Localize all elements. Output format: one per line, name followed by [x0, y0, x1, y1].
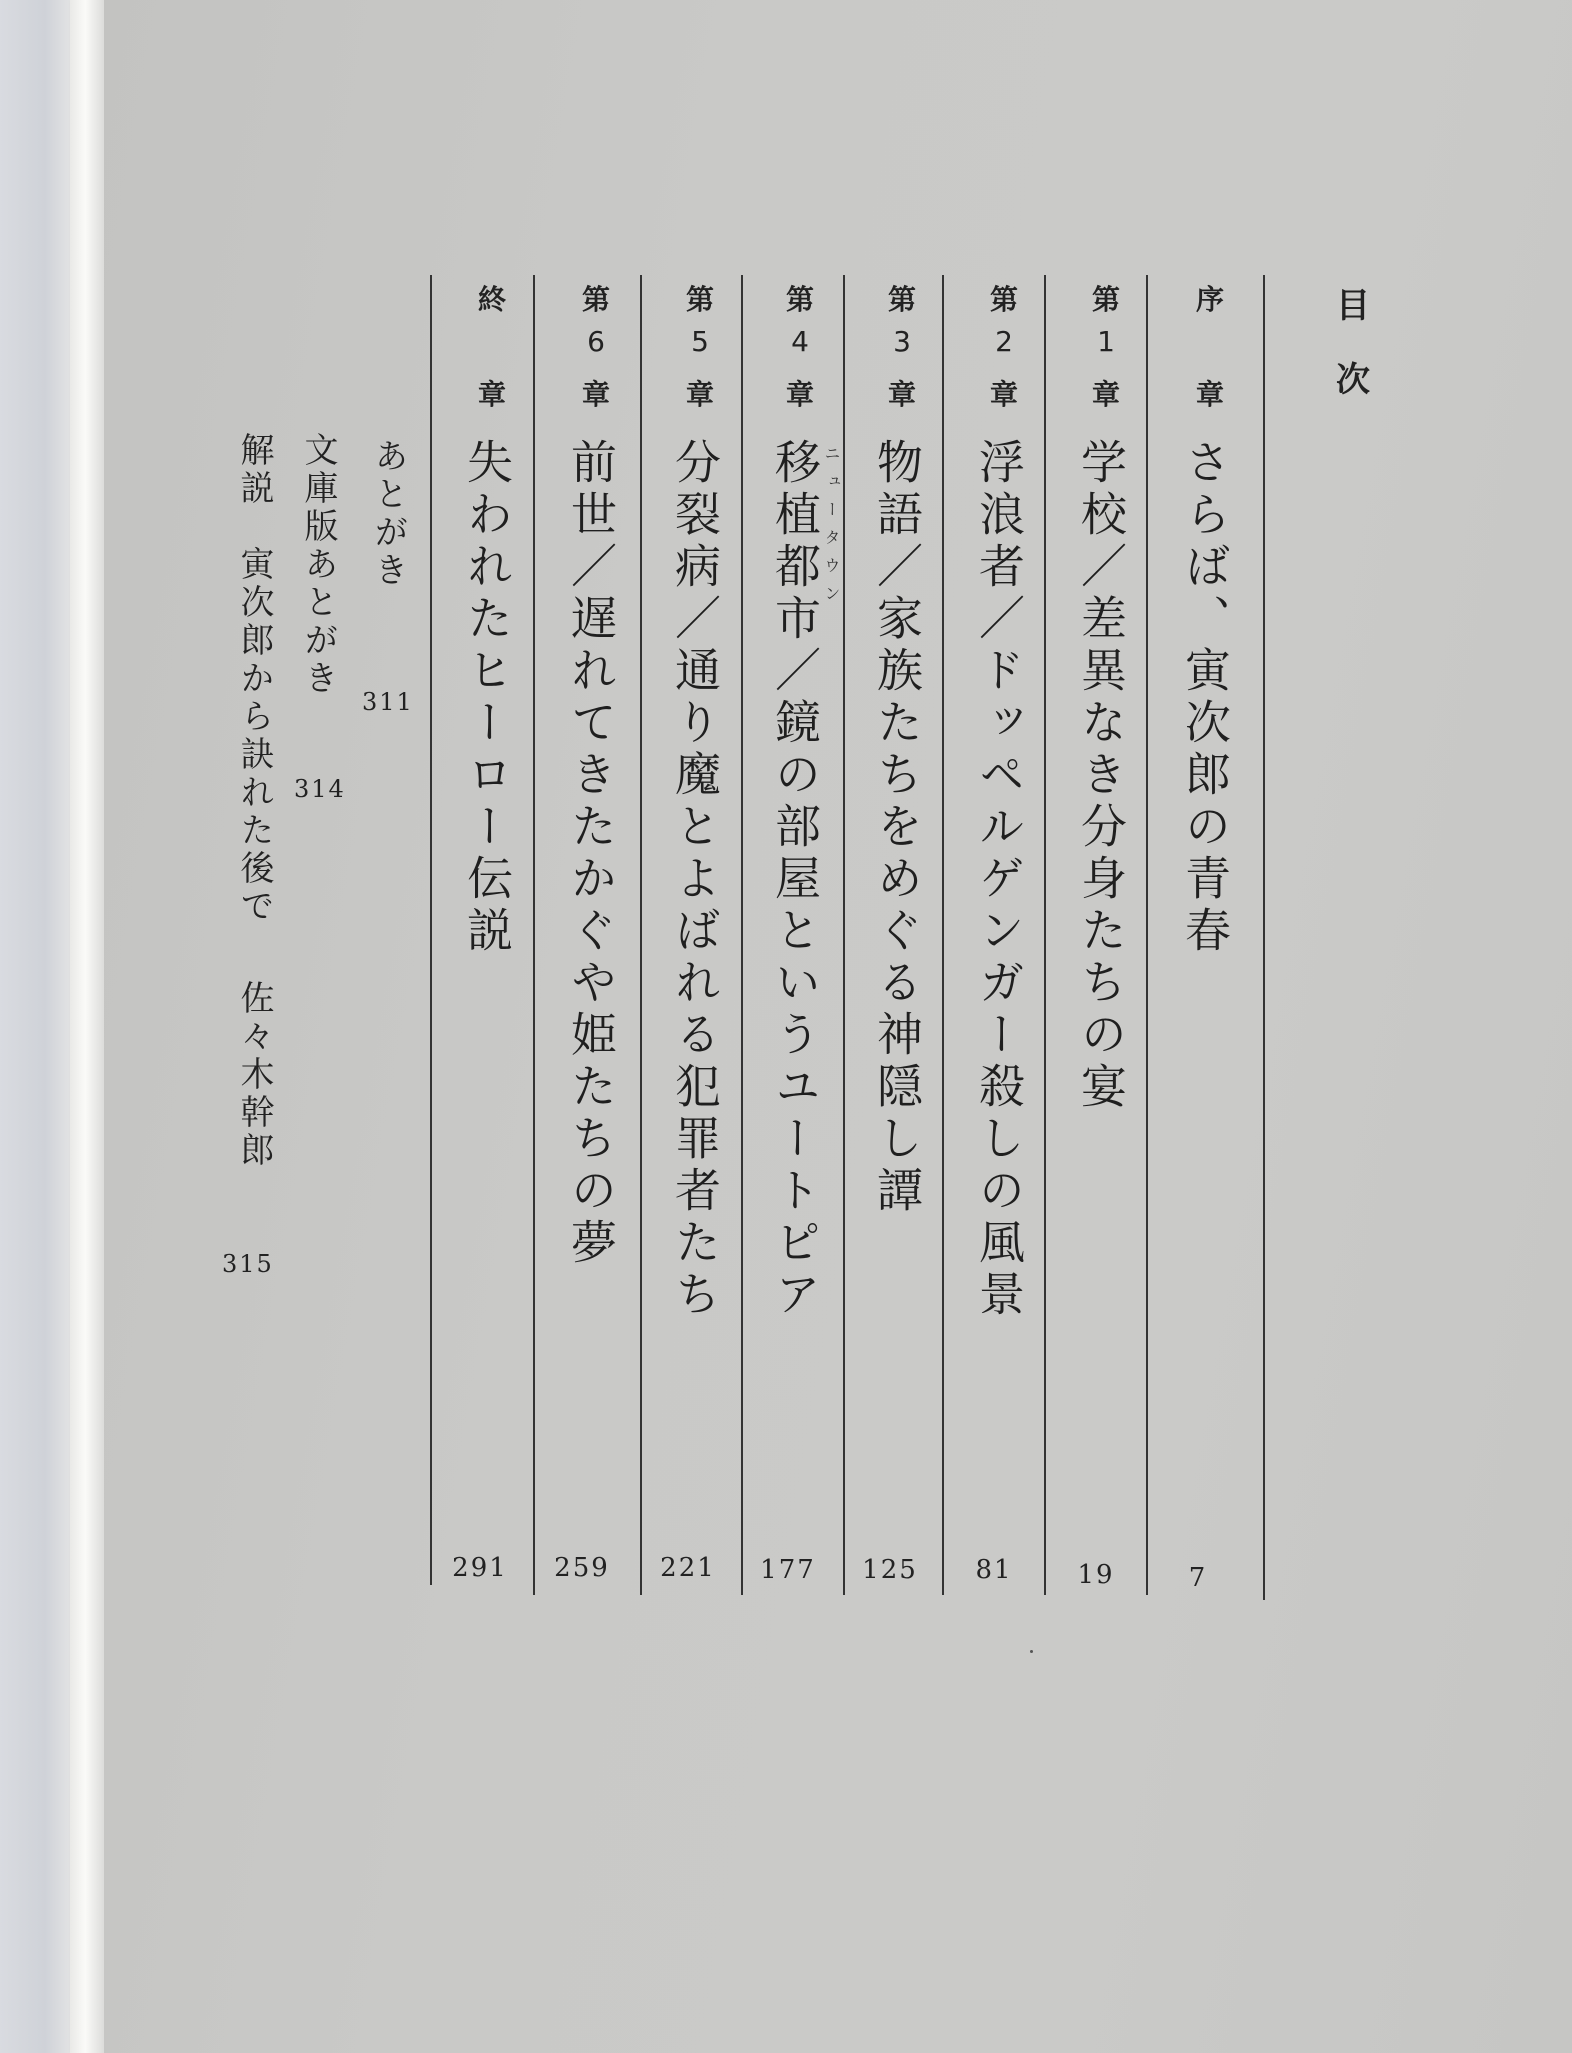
chapter-title: 前世／遅れてきたかぐや姫たちの夢: [564, 438, 618, 1270]
toc-rule: [1263, 275, 1265, 1600]
toc-rule: [1044, 275, 1046, 1595]
page-number: 7: [1188, 1563, 1208, 1593]
page-number: 177: [760, 1555, 816, 1585]
page-number: 221: [660, 1553, 716, 1583]
page-number: 314: [294, 775, 346, 803]
chapter-label-char: 序: [1195, 283, 1224, 316]
chapter-number: 6: [587, 325, 605, 358]
toc-title-char-1: 目: [1336, 286, 1370, 326]
toc-title-char-2: 次: [1336, 360, 1370, 400]
toc-rule: [741, 275, 743, 1595]
chapter-title: 浮浪者／ドッペルゲンガー殺しの風景: [972, 438, 1026, 1322]
toc-rule: [942, 275, 944, 1595]
chapter-label-char: 第: [785, 283, 814, 316]
chapter-label-char: 章: [685, 378, 714, 411]
chapter-number: 4: [791, 325, 809, 358]
chapter-label-char: 章: [477, 378, 506, 411]
commentary-author: 佐々木幹郎: [234, 980, 274, 1170]
chapter-label-char: 第: [1091, 283, 1120, 316]
page-number: 259: [554, 1553, 610, 1583]
chapter-label-char: 終: [477, 283, 506, 316]
page-number: 81: [975, 1555, 1013, 1585]
chapter-label-char: 章: [1195, 378, 1224, 411]
toc-rule: [640, 275, 642, 1595]
chapter-label-char: 第: [887, 283, 916, 316]
toc-rule: [843, 275, 845, 1595]
paper-speck: [1030, 1650, 1033, 1653]
page-edge: [70, 0, 104, 2053]
page-number: 315: [222, 1250, 274, 1278]
chapter-title: 分裂病／通り魔とよばれる犯罪者たち: [668, 438, 722, 1322]
extra-title: あとがき: [368, 438, 408, 590]
toc-rule: [533, 275, 535, 1595]
chapter-label-char: 章: [785, 378, 814, 411]
chapter-title: 失われたヒーロー伝説: [460, 438, 514, 958]
chapter-number: 1: [1097, 325, 1115, 358]
chapter-number: 3: [893, 325, 911, 358]
chapter-title: さらば、寅次郎の青春: [1178, 438, 1232, 958]
page-number: 125: [862, 1555, 918, 1585]
chapter-title: 学校／差異なき分身たちの宴: [1074, 438, 1128, 1114]
page-number: 311: [362, 688, 414, 716]
chapter-label-char: 章: [989, 378, 1018, 411]
page-number: 291: [452, 1553, 508, 1583]
chapter-number: 5: [691, 325, 709, 358]
chapter-title: 物語／家族たちをめぐる神隠し譚: [870, 438, 924, 1218]
chapter-label-char: 第: [989, 283, 1018, 316]
extra-title: 文庫版あとがき: [298, 432, 338, 698]
chapter-label-char: 章: [887, 378, 916, 411]
extra-title: 解説 寅次郎から訣れた後で: [234, 432, 274, 926]
chapter-label-char: 第: [685, 283, 714, 316]
chapter-label-char: 第: [581, 283, 610, 316]
chapter-number: 2: [995, 325, 1013, 358]
toc-rule: [430, 275, 432, 1585]
toc-rule: [1146, 275, 1148, 1595]
background-left: [0, 0, 75, 2053]
chapter-title: 移植都市／鏡の部屋というユートピア: [768, 438, 822, 1322]
chapter-title-ruby: ニュータウン: [822, 445, 841, 613]
page-number: 19: [1077, 1560, 1115, 1590]
chapter-label-char: 章: [1091, 378, 1120, 411]
chapter-label-char: 章: [581, 378, 610, 411]
